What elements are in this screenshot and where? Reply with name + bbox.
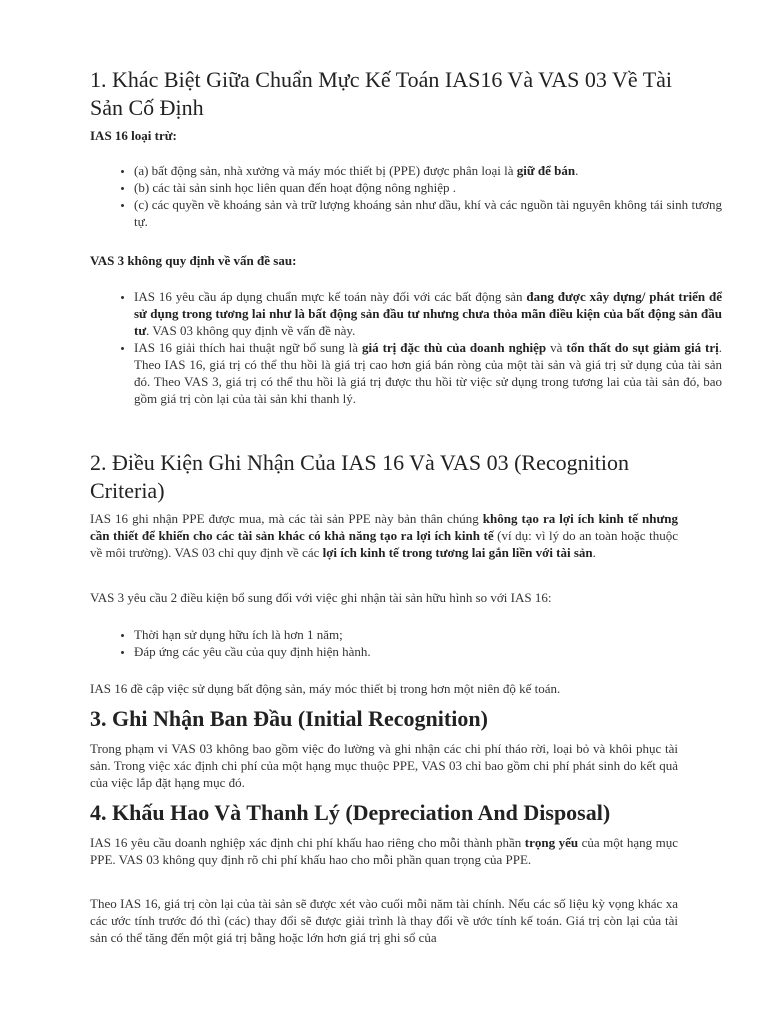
ias16-exclusions-label: IAS 16 loại trừ:: [90, 128, 177, 143]
list-item: • Đáp ứng các yêu cầu của quy định hiện hành.: [134, 643, 722, 660]
section-4-paragraph-1: IAS 16 yêu cầu doanh nghiệp xác định chi phí khấu hao riêng cho mỗi thành phần trọng yếu của một hạng mục PPE. VAS 03 không quy định rõ chi phí khấu hao cho mỗi phần quan trọng của PPE.: [90, 835, 679, 867]
vas3-not-regulated-list: [90, 288, 722, 407]
section-2-paragraph-3: IAS 16 đề cập việc sử dụng bất động sản, máy móc thiết bị trong hơn một niên độ kế toán.: [90, 681, 561, 696]
list-item: • IAS 16 yêu cầu áp dụng chuẩn mực kế toán này đối với các bất động sản đang được xây dựng/ phát triển để sử dụng trong tương lai như là bất động sản đầu tư nhưng chưa thỏa mãn điều kiện của bất động sản đầu tư. VAS 03 không quy định về vấn đề này.: [134, 288, 722, 339]
list-item: • IAS 16 giải thích hai thuật ngữ bổ sung là giá trị đặc thù của doanh nghiệp và tổn thất do sụt giảm giá trị. Theo IAS 16, giá trị có thể thu hồi là giá trị cao hơn giá bán ròng của một tài sản và giá trị sử dụng của tài sản đó. Theo VAS 3, giá trị có thể thu hồi là giá trị được thu hồi từ việc sử dụng trong tương lai của tài sản đó, bao gồm giá trị còn lại của tài sản khi thanh lý.: [134, 339, 722, 407]
section-4-paragraph-2: Theo IAS 16, giá trị còn lại của tài sản sẽ được xét vào cuối mỗi năm tài chính. Nếu các số liệu kỳ vọng khác xa các ước tính trước đó thì (các) thay đổi sẽ được giải trình là thay đổi về ước tính kế toán. Giá trị còn lại của tài sản có thể tăng đến một giá trị bằng hoặc lớn hơn giá trị ghi sổ của: [90, 896, 678, 945]
section-2-paragraph-1: IAS 16 ghi nhận PPE được mua, mà các tài sản PPE này bản thân chúng không tạo ra lợi ích kinh tế nhưng cần thiết để khiến cho các tài sản khác có khả năng tạo ra lợi ích kinh tế (ví dụ: vì lý do an toàn hoặc thuộc về môi trường). VAS 03 chỉ quy định về các lợi ích kinh tế trong tương lai gắn liền với tài sản.: [90, 511, 678, 560]
section-2-paragraph-2: VAS 3 yêu cầu 2 điều kiện bổ sung đối với việc ghi nhận tài sản hữu hình so với IAS 16:: [90, 590, 552, 605]
section-1-title: 1. Khác Biệt Giữa Chuẩn Mực Kế Toán IAS16 Và VAS 03 Về Tài Sản Cố Định: [90, 67, 673, 120]
section-4-title: 4. Khấu Hao Và Thanh Lý (Depreciation And Disposal): [90, 800, 611, 825]
list-item: • (b) các tài sản sinh học liên quan đến hoạt động nông nghiệp .: [134, 179, 722, 196]
section-2-title: 2. Điều Kiện Ghi Nhận Của IAS 16 Và VAS 03 (Recognition Criteria): [90, 450, 629, 503]
ias16-exclusions-list: [90, 162, 722, 230]
vas3-conditions-list: [90, 626, 722, 660]
section-3-title: 3. Ghi Nhận Ban Đầu (Initial Recognition): [90, 706, 488, 731]
section-3-paragraph-1: Trong phạm vi VAS 03 không bao gồm việc đo lường và ghi nhận các chi phí tháo rời, loại bỏ và khôi phục tài sản. Trong việc xác định chi phí của một hạng mục thuộc PPE, VAS 03 chỉ bao gồm chi phí phát sinh do kết quả của việc lắp đặt hạng mục đó.: [90, 741, 678, 790]
list-item: • (c) các quyền về khoáng sản và trữ lượng khoáng sản như dầu, khí và các nguồn tài nguyên không tái sinh tương tự.: [134, 196, 722, 230]
vas3-not-regulated-label: VAS 3 không quy định về vấn đề sau:: [90, 253, 297, 268]
list-item: • (a) bất động sản, nhà xưởng và máy móc thiết bị (PPE) được phân loại là giữ để bán.: [134, 162, 722, 179]
list-item: • Thời hạn sử dụng hữu ích là hơn 1 năm;: [134, 626, 722, 643]
